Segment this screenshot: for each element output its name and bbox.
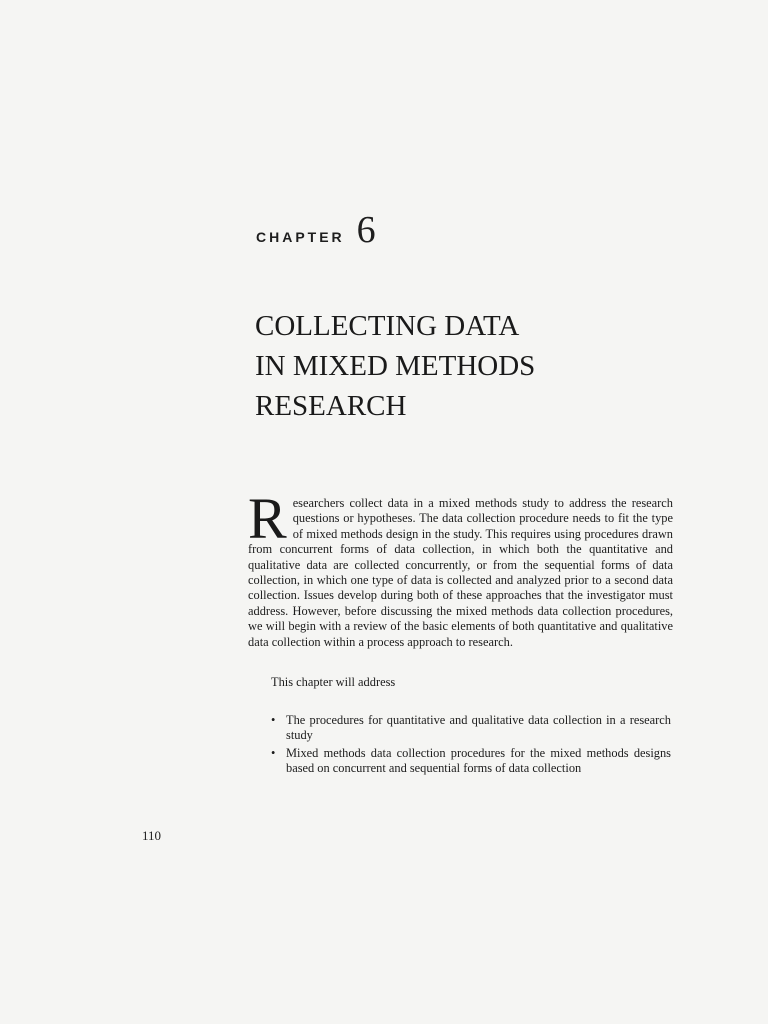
title-line-1: COLLECTING DATA [255, 310, 520, 342]
list-item [271, 746, 671, 777]
chapter-number: 6 [356, 209, 376, 251]
chapter-title [255, 306, 695, 426]
title-line-3: RESEARCH [255, 390, 407, 422]
drop-cap: R [248, 486, 287, 551]
paragraph-text: esearchers collect data in a mixed methods study to address the research questions or hypotheses. The data collection procedure needs to fit the type of mixed methods design in the study. This requires using procedures drawn from concurrent forms of data collection, in which both the quantitative and qualitative data are collected concurrently, or from the sequential forms of data collection, in which one type of data is collected and analyzed prior to a second data collection. Issues develop during both of these approaches that the investigator must address. However, before discussing the mixed methods data collection procedures, we will begin with a review of the basic elements of both quantitative and qualitative data collection within a process approach to research. [248, 496, 673, 649]
title-line-2: IN MIXED METHODS [255, 350, 536, 382]
bullet-icon: • [271, 713, 276, 727]
body-paragraph [248, 486, 673, 650]
list-item [271, 713, 671, 744]
chapter-label: CHAPTER [256, 229, 345, 245]
list-intro: This chapter will address [271, 675, 396, 689]
bullet-icon: • [271, 745, 276, 760]
chapter-heading [256, 208, 376, 252]
list-item-text: Mixed methods data collection procedures for the mixed methods designs based on concurrent and sequential forms of data collection [286, 745, 671, 776]
page-number: 110 [142, 828, 162, 843]
list-item-text: The procedures for quantitative and qualitative data collection in a research study [286, 713, 671, 743]
topic-list [271, 713, 671, 779]
